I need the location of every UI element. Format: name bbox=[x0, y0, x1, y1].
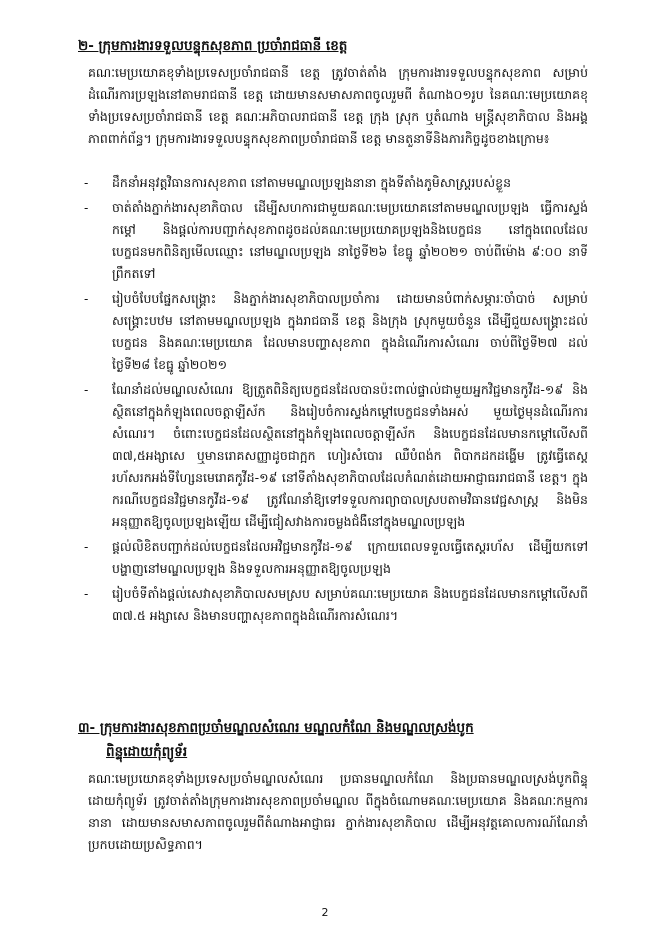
section-3-body bbox=[88, 768, 588, 856]
page-number: 2 bbox=[321, 906, 329, 919]
bullet-dash: - bbox=[84, 201, 89, 215]
bullet-dash: - bbox=[84, 383, 89, 397]
list-item bbox=[78, 379, 588, 533]
section-3-heading bbox=[78, 716, 578, 764]
section-3-heading-line-1: ៣- ក្រុមការងារសុខភាពប្រចាំមណ្ឌលសំណេរ មណ្ឌលកំណែ និងមណ្ឌលស្រង់បូក bbox=[78, 720, 474, 736]
bullet-dash: - bbox=[84, 176, 89, 190]
list-item bbox=[78, 288, 588, 376]
list-item bbox=[78, 172, 588, 194]
list-item-text: ដឹកនាំអនុវត្តវិធានការសុខភាព នៅតាមមណ្ឌលប្រឡងនានា ក្នុងទីតាំងភូមិសាស្ត្ររបស់ខ្លួន bbox=[112, 175, 511, 190]
bullet-dash: - bbox=[84, 292, 89, 306]
section-2-bullet-list bbox=[78, 172, 588, 630]
list-item-text: រៀបចំទីតាំងផ្តល់សេវាសុខាភិបាលសមស្រប សម្រាប់គណៈមេប្រយោគ និងបេក្ខជនដែលមានកម្តៅលើសពី ៣៧.៥ អង្សាសេ និងមានបញ្ហាសុខភាពក្នុងដំណើរការសំណេរ។ bbox=[112, 586, 588, 623]
section-3-body-text: គណៈមេប្រយោគខុទាំងប្រទេសប្រចាំមណ្ឌលសំណេរ ប្រធានមណ្ឌលកំណែ និងប្រធានមណ្ឌលស្រង់បូកពិន្ទុដោយកុំព្យូទ័រ ត្រូវចាត់តាំងក្រុមការងារសុខភាពប្រចាំមណ្ឌល ពីក្នុងចំណោមគណៈមេប្រយោគ និងគណៈកម្មការនានា ដោយមានសមាសភាពចូលរួមពីតំណាងអាជ្ញាធរ ភ្នាក់ងារសុខាភិបាល ដើម្បីអនុវត្តគោលការណ៍ណែនាំប្រកបដោយប្រសិទ្ធភាព។ bbox=[88, 771, 588, 852]
section-2-heading: ២- ក្រុមការងារទទួលបន្ទុកសុខភាព ប្រចាំរាជធានី ខេត្ត bbox=[78, 38, 348, 54]
list-item-text: រៀបចំបែបផ្នែកសង្គ្រោះ និងភ្នាក់ងារសុខាភិបាលប្រចាំការ ដោយមានបំពាក់សម្ភារៈចាំបាច់ សម្រាប់សង្គ្រោះបឋម នៅតាមមណ្ឌលប្រឡង ក្នុងរាជធានី ខេត្ត និងក្រុង ស្រុកមួយចំនួន ដើម្បីជួយសង្គ្រោះដល់បេក្ខជន និងគណៈមេប្រយោគ ដែលមានបញ្ហាសុខភាព ក្នុងដំណើរការសំណេរ ចាប់ពីថ្ងៃទី២៧ ដល់ថ្ងៃទី២៨ ខែធ្នូ ឆ្នាំ២០២១ bbox=[112, 291, 588, 372]
list-item-text: ផ្តល់លិខិតបញ្ជាក់ដល់បេក្ខជនដែលអវិជ្ជមានកូវីដ-១៩ ក្រោយពេលទទួលធ្វើតេស្តរហ័ស ដើម្បីយកទៅបង្ហាញនៅមណ្ឌលប្រឡង និងទទួលការអនុញ្ញាតឱ្យចូលប្រឡង bbox=[112, 539, 588, 576]
list-item bbox=[78, 536, 588, 580]
section-2-intro bbox=[88, 62, 588, 150]
section-3-heading-line-2: ពិន្ទុដោយកុំព្យូទ័រ bbox=[106, 744, 188, 760]
bullet-dash: - bbox=[84, 540, 89, 554]
list-item-text: ចាត់តាំងភ្នាក់ងារសុខាភិបាល ដើម្បីសហការជាមួយគណៈមេប្រយោគនៅតាមមណ្ឌលប្រឡង ធ្វើការស្ទង់កម្តៅ និងផ្តល់ការបញ្ជាក់សុខភាពដូចដល់គណៈមេប្រយោគប្រឡងនិងបេក្ខជន នៅក្នុងពេលដែលបេក្ខជនមកពិនិត្យមើលឈ្មោះ នៅមណ្ឌលប្រឡង នាថ្ងៃទី២៦ ខែធ្នូ ឆ្នាំ២០២១ ចាប់ពីម៉ោង ៩:០០ នាទីព្រឹកតទៅ bbox=[112, 200, 588, 281]
section-2-intro-text: គណៈមេប្រយោគខុទាំងប្រទេសប្រចាំរាជធានី ខេត្ត ត្រូវចាត់តាំង ក្រុមការងារទទួលបន្ទុកសុខភាព សម្រាប់ដំណើរការប្រឡងនៅតាមរាជធានី ខេត្ត ដោយមានសមាសភាពចូលរួមពី តំណាង០១រូប នៃគណៈមេប្រយោគខុទាំងប្រទេសប្រចាំរាជធានី ខេត្ត គណៈអភិបាលរាជធានី ខេត្ត ក្រុង ស្រុក ឬតំណាង មន្ត្រីសុខាភិបាល និងអង្គភាពពាក់ព័ន្ធ។ ក្រុមការងារទទួលបន្ទុកសុខភាពប្រចាំរាជធានី ខេត្ត មានតួនាទីនិងភារកិច្ចដូចខាងក្រោម៖ bbox=[88, 65, 588, 146]
bullet-dash: - bbox=[84, 587, 89, 601]
list-item-text: ណែនាំដល់មណ្ឌលសំណេរ ឱ្យត្រួតពិនិត្យបេក្ខជនដែលបានប៉ះពាល់ផ្ទាល់ជាមួយអ្នកវិជ្ជមានកូវីដ-១៩ និងស្ថិតនៅក្នុងកំឡុងពេលចត្តាឡីស័ក និងរៀបចំការស្ទង់កម្តៅបេក្ខជនទាំងអស់ មួយថ្ងៃមុនដំណើរការសំណេរ។ ចំពោះបេក្ខជនដែលស្ថិតនៅក្នុងកំឡុងពេលចត្តាឡីស័ក និងបេក្ខជនដែលមានកម្តៅលើសពី ៣៧,៥អង្សាសេ ឬមានរោគសញ្ញាដូចជាក្អក ហៀរសំបោរ ឈឺបំពង់ក ពិបាកដកដង្ហើម ត្រូវធ្វើតេស្តរហ័សរកអង់ទីហ្សែនមេរោគកូវីដ-១៩ នៅទីតាំងសុខាភិបាលដែលកំណត់ដោយអាជ្ញាធររាជធានី ខេត្ត។ ក្នុងករណីបេក្ខជនវិជ្ជមានកូវីដ-១៩ ត្រូវណែនាំឱ្យទៅទទួលការព្យាបាលស្របតាមវិធានវេជ្ជសាស្ត្រ និងមិនអនុញ្ញាតឱ្យចូលប្រឡងឡើយ ដើម្បីជៀសវាងការចម្លងជំងឺនៅក្នុងមណ្ឌលប្រឡង bbox=[112, 382, 588, 529]
list-item bbox=[78, 583, 588, 627]
list-item bbox=[78, 197, 588, 285]
